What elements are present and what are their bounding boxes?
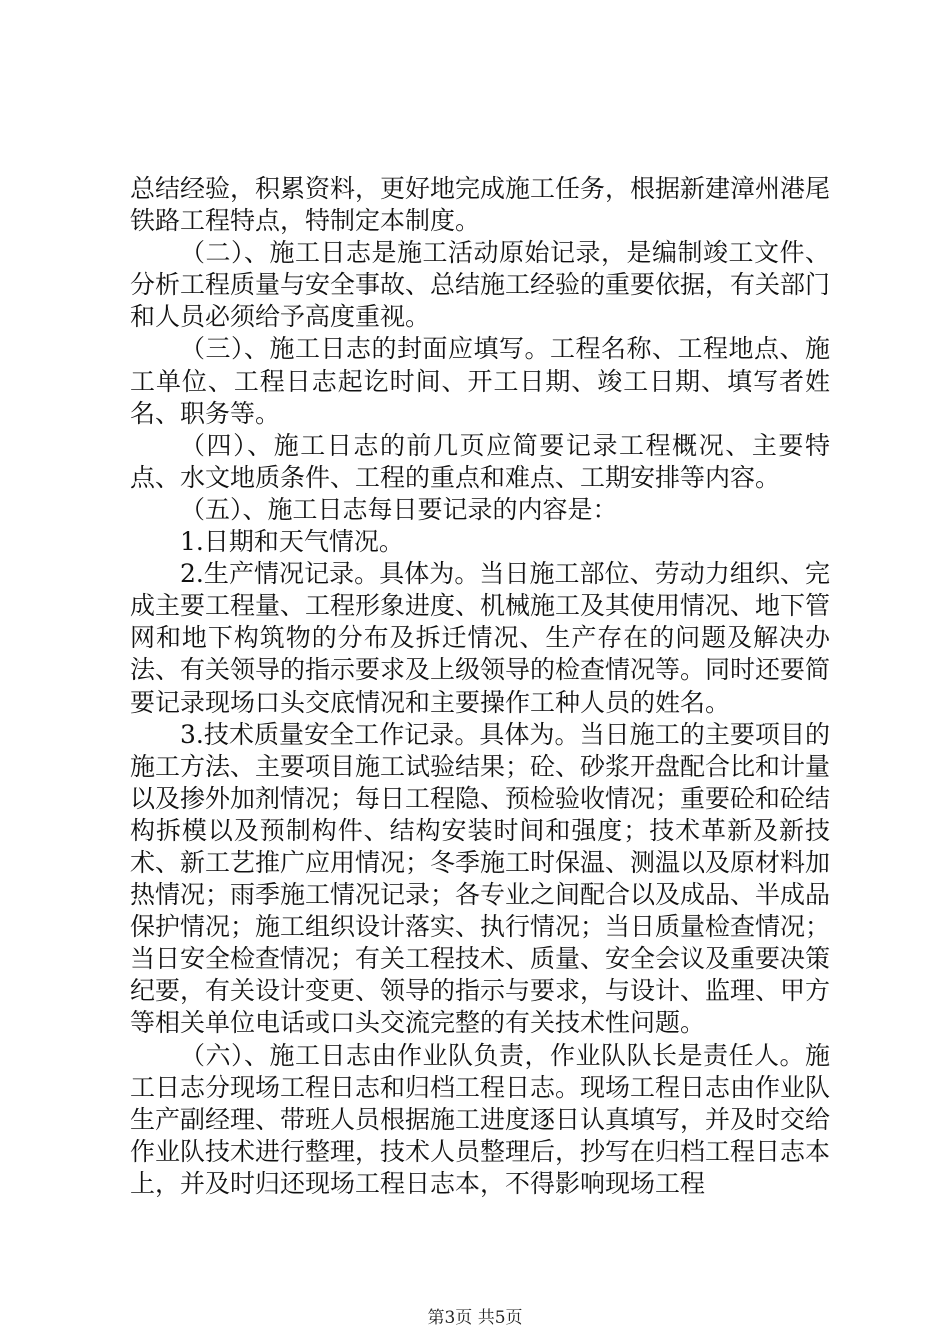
paragraph-2: （二）、施工日志是施工活动原始记录，是编制竣工文件、分析工程质量与安全事故、总结施工经验的重要依据，有关部门和人员必须给予高度重视。 [130, 238, 831, 332]
paragraph-8: 3.技术质量安全工作记录。具体为。当日施工的主要项目的施工方法、主要项目施工试验结果；砼、砂浆开盘配合比和计量以及掺外加剂情况；每日工程隐、预检验收情况；重要砼和砼结构拆模以及预制构件、结构安装时间和强度；技术革新及新技术、新工艺推广应用情况；冬季施工时保温、测温以及原材料加热情况；雨季施工情况记录；各专业之间配合以及成品、半成品保护情况；施工组织设计落实、执行情况；当日质量检查情况；当日安全检查情况；有关工程技术、质量、安全会议及重要决策纪要，有关设计变更、领导的指示与要求，与设计、监理、甲方等相关单位电话或口头交流完整的有关技术性问题。 [130, 719, 831, 1038]
paragraph-7: 2.生产情况记录。具体为。当日施工部位、劳动力组织、完成主要工程量、工程形象进度、机械施工及其使用情况、地下管网和地下构筑物的分布及拆迁情况、生产存在的问题及解决办法、有关领导的指示要求及上级领导的检查情况等。同时还要简要记录现场口头交底情况和主要操作工种人员的姓名。 [130, 559, 831, 717]
paragraph-1: 总结经验，积累资料，更好地完成施工任务，根据新建漳州港尾铁路工程特点，特制定本制度。 [130, 174, 831, 236]
paragraph-4: （四）、施工日志的前几页应简要记录工程概况、主要特点、水文地质条件、工程的重点和难点、工期安排等内容。 [130, 430, 830, 492]
paragraph-3: （三）、施工日志的封面应填写。工程名称、工程地点、施工单位、工程日志起讫时间、开工日期、竣工日期、填写者姓名、职务等。 [130, 334, 830, 428]
page-footer: 第3页 共5页 [427, 1308, 523, 1328]
document-body [130, 173, 830, 1200]
paragraph-6: 1.日期和天气情况。 [180, 527, 404, 557]
paragraph-5: （五）、施工日志每日要记录的内容是： [180, 494, 618, 524]
paragraph-9: （六）、施工日志由作业队负责，作业队队长是责任人。施工日志分现场工程日志和归档工程日志。现场工程日志由作业队生产副经理、带班人员根据施工进度逐日认真填写，并及时交给作业队技术进行整理，技术人员整理后，抄写在归档工程日志本上，并及时归还现场工程日志本，不得影响现场工程 [130, 1040, 831, 1198]
